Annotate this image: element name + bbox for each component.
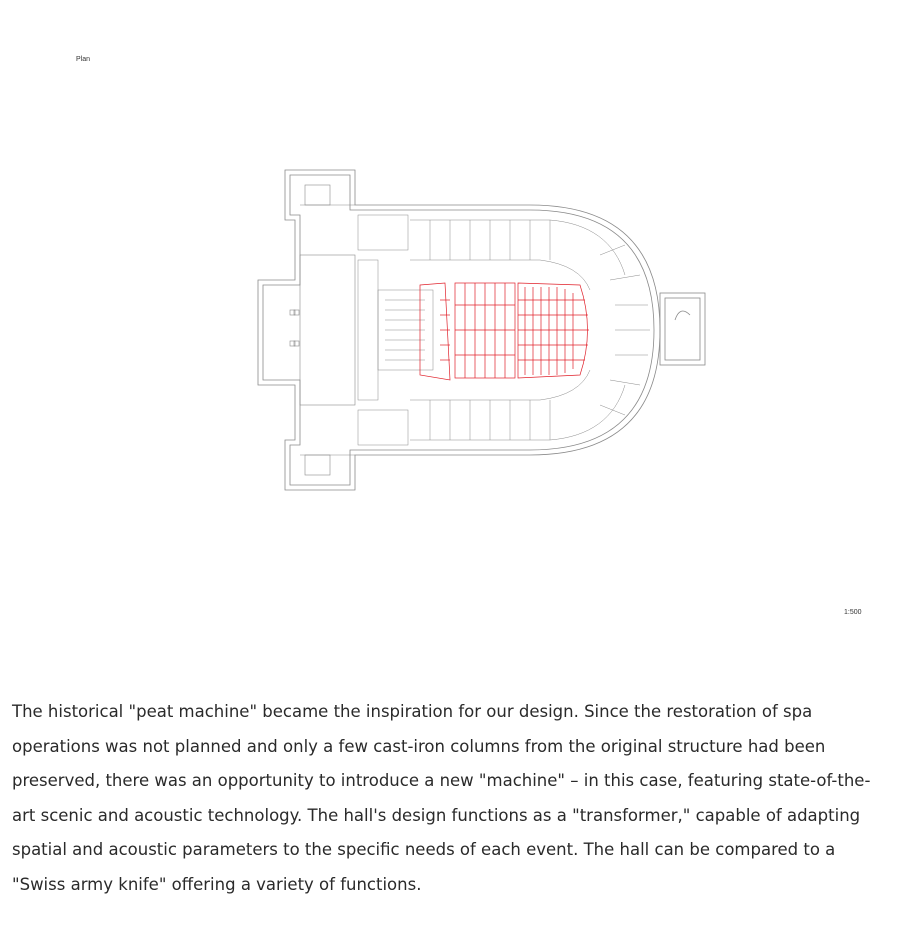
auditorium-seating	[420, 283, 589, 380]
floor-plan-drawing	[250, 165, 710, 495]
plan-label: Plan	[76, 56, 91, 63]
scale-label: 1:500	[844, 609, 862, 616]
body-paragraph: The historical "peat machine" became the inspiration for our design. Since the restoration of spa operations was not planned and only a few cast-iron columns from the original structure had been preserved, there was an opportunity to introduce a new "machine" – in this case, featuring state-of-the-art scenic and acoustic technology. The hall's design functions as a "transformer," capable of adapting spatial and acoustic parameters to the specific needs of each event. The hall can be compared to a "Swiss army knife" offering a variety of functions.	[12, 702, 871, 894]
